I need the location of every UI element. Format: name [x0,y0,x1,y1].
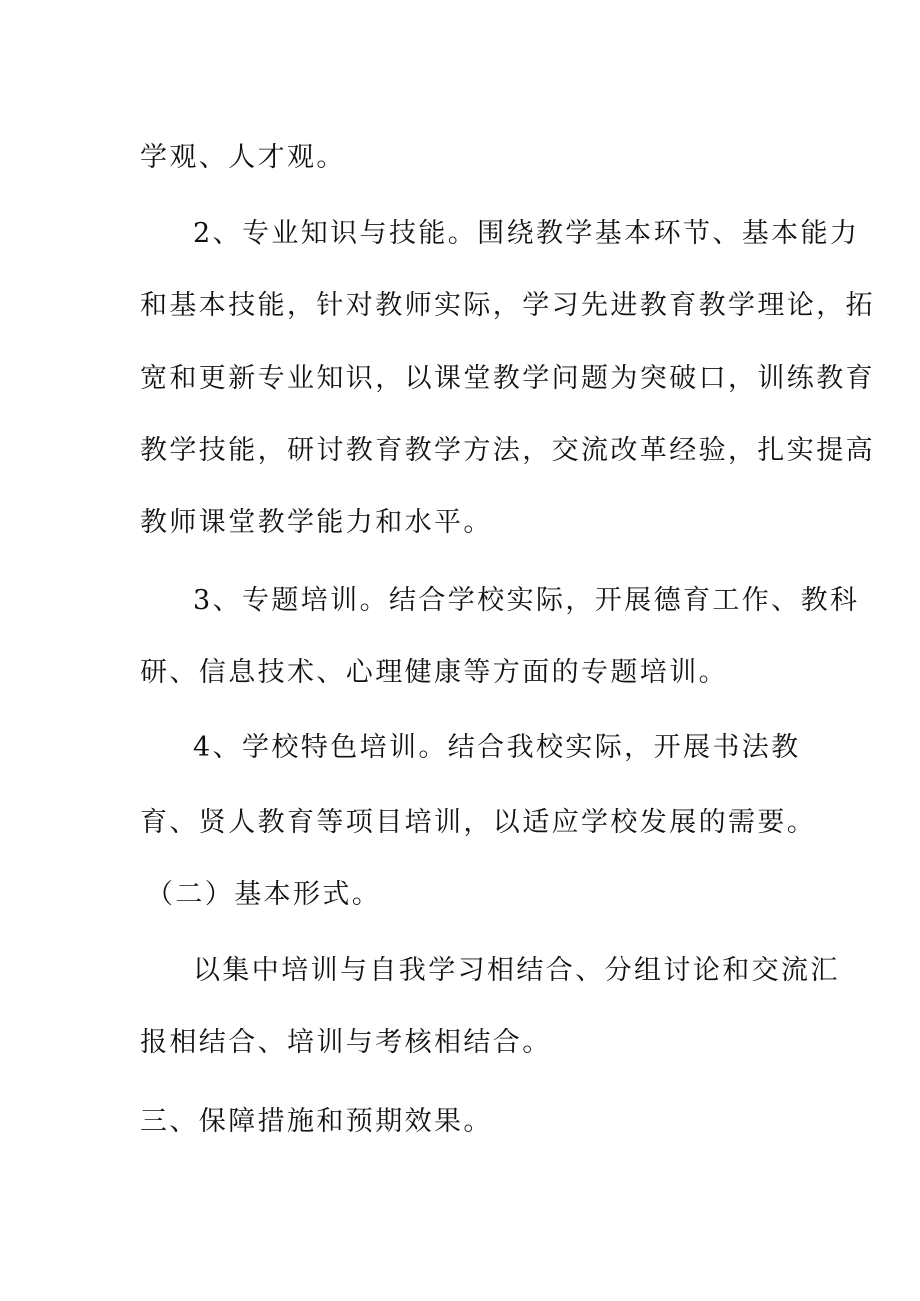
paragraph-basic-forms: 以集中培训与自我学习相结合、分组讨论和交流汇 [193,955,840,986]
text-line: 育、贤人教育等项目培训，以适应学校发展的需要。 [140,807,817,838]
text-line: 宽和更新专业知识，以课堂教学问题为突破口，训练教育 [140,363,875,394]
section-heading-safeguards: 三、保障措施和预期效果。 [140,1106,493,1137]
paragraph-professional-knowledge: 2、专业知识与技能。围绕教学基本环节、基本能力 [193,218,860,249]
text-line: 报相结合、培训与考核相结合。 [140,1027,552,1058]
text-line: 和基本技能，针对教师实际，学习先进教育教学理论，拓 [140,290,875,321]
text-line: 教师课堂教学能力和水平。 [140,507,493,538]
text-line-continuation: 学观、人才观。 [140,142,346,173]
text-line: 教学技能，研讨教育教学方法，交流改革经验，扎实提高 [140,435,875,466]
paragraph-special-training: 3、专题培训。结合学校实际，开展德育工作、教科 [193,585,860,616]
text-line: 研、信息技术、心理健康等方面的专题培训。 [140,657,728,688]
paragraph-school-feature-training: 4、学校特色培训。结合我校实际，开展书法教 [193,732,801,763]
section-heading-basic-forms: （二）基本形式。 [146,879,382,910]
